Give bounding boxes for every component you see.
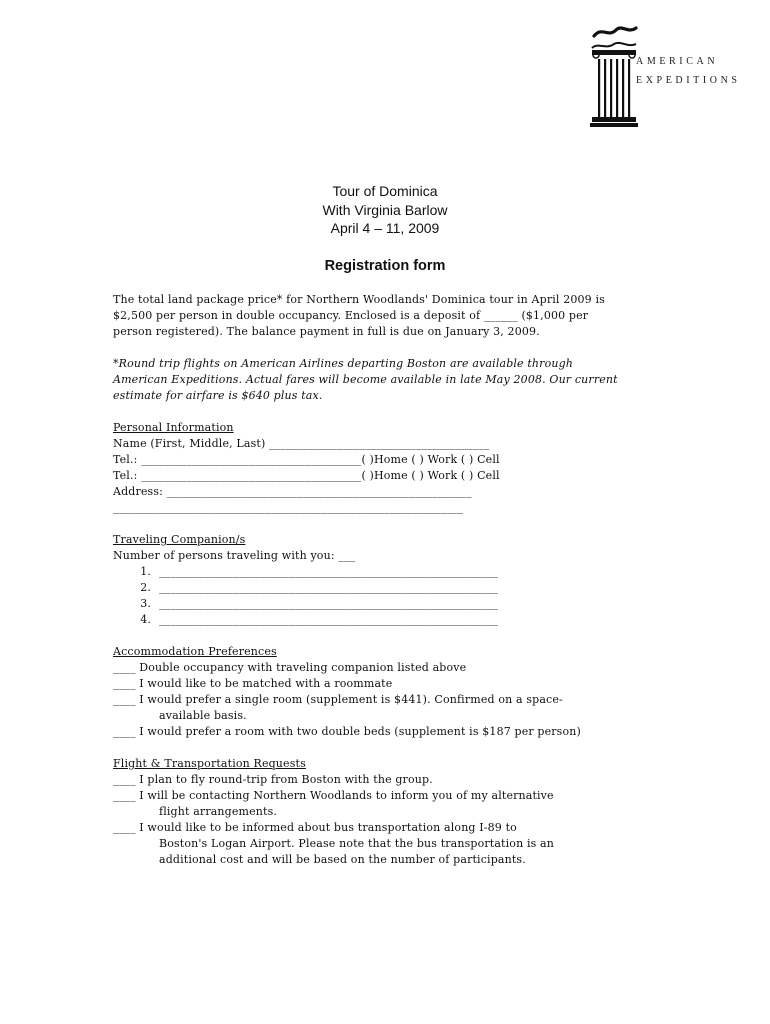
airfare-note (113, 356, 673, 404)
companion-number: 1. (140, 565, 151, 578)
intro-line: $2,500 per person in double occupancy. Enclosed is a deposit of ______ ($1,000 per (113, 309, 589, 322)
intro-line: person registered). The balance payment in full is due on January 3, 2009. (113, 325, 540, 338)
intro-paragraph (113, 292, 673, 340)
tour-dates: April 4 – 11, 2009 (330, 220, 440, 236)
flight-option-alternative[interactable]: ____ I will be contacting Northern Woodlands to inform you of my alternative (113, 789, 554, 802)
companion-number: 3. (140, 597, 151, 610)
companion-line[interactable]: ____________________________________________________________ (159, 597, 498, 610)
flight-option-alternative-cont: flight arrangements. (159, 805, 278, 818)
tour-guide: With Virginia Barlow (322, 201, 448, 218)
tour-title-block (240, 182, 530, 238)
personal-information-heading: Personal Information (113, 421, 234, 434)
companion-number: 2. (140, 581, 151, 594)
companion-row[interactable] (113, 612, 673, 628)
companion-row[interactable] (113, 596, 673, 612)
companion-line[interactable]: ____________________________________________________________ (159, 581, 498, 594)
logo-line-1: AMERICAN (636, 56, 719, 67)
companion-row[interactable] (113, 564, 673, 580)
intro-line: The total land package price* for Northern Woodlands' Dominica tour in April 2009 is (113, 293, 605, 306)
tel-field-2[interactable]: Tel.: _______________________________________( )Home ( ) Work ( ) Cell (113, 469, 500, 482)
note-line: American Expeditions. Actual fares will become available in late May 2008. Our current (113, 373, 618, 386)
note-line: *Round trip flights on American Airlines departing Boston are available through (113, 357, 574, 370)
companion-count-field[interactable]: Number of persons traveling with you: ___ (113, 549, 356, 562)
traveling-companions-section (113, 532, 673, 628)
accommodation-option-single[interactable]: ____ I would prefer a single room (supplement is $441). Confirmed on a space- (113, 693, 563, 706)
name-field[interactable]: Name (First, Middle, Last) _______________________________________ (113, 437, 490, 450)
address-field[interactable]: Address: ______________________________________________________ (113, 485, 472, 498)
accommodation-option-two-beds[interactable]: ____ I would prefer a room with two double beds (supplement is $187 per person) (113, 725, 581, 738)
traveling-companions-heading: Traveling Companion/s (113, 533, 246, 546)
logo-wordmark (636, 52, 741, 90)
companion-line[interactable]: ____________________________________________________________ (159, 613, 498, 626)
note-line: estimate for airfare is $640 plus tax. (113, 389, 323, 402)
flight-option-bus-cont: additional cost and will be based on the number of participants. (159, 853, 526, 866)
flight-section (113, 756, 673, 868)
flight-heading: Flight & Transportation Requests (113, 757, 306, 770)
accommodation-heading: Accommodation Preferences (113, 645, 277, 658)
flight-option-group[interactable]: ____ I plan to fly round-trip from Boston with the group. (113, 773, 433, 786)
tel-field-1[interactable]: Tel.: _______________________________________( )Home ( ) Work ( ) Cell (113, 453, 500, 466)
flight-option-bus-cont: Boston's Logan Airport. Please note that the bus transportation is an (159, 837, 555, 850)
accommodation-section (113, 644, 673, 740)
companion-number: 4. (140, 613, 151, 626)
address-field-line-2[interactable]: ______________________________________________________________ (113, 501, 464, 514)
personal-information-section (113, 420, 673, 516)
logo-line-2: EXPEDITIONS (636, 75, 741, 86)
tour-title: Tour of Dominica (332, 183, 438, 199)
companion-row[interactable] (113, 580, 673, 596)
accommodation-option-single-cont: available basis. (159, 709, 247, 722)
companion-line[interactable]: ____________________________________________________________ (159, 565, 498, 578)
accommodation-option-double[interactable]: ____ Double occupancy with traveling companion listed above (113, 661, 467, 674)
accommodation-option-roommate[interactable]: ____ I would like to be matched with a roommate (113, 677, 393, 690)
form-title: Registration form (324, 258, 446, 274)
form-body (113, 292, 673, 868)
flight-option-bus[interactable]: ____ I would like to be informed about bus transportation along I-89 to (113, 821, 517, 834)
